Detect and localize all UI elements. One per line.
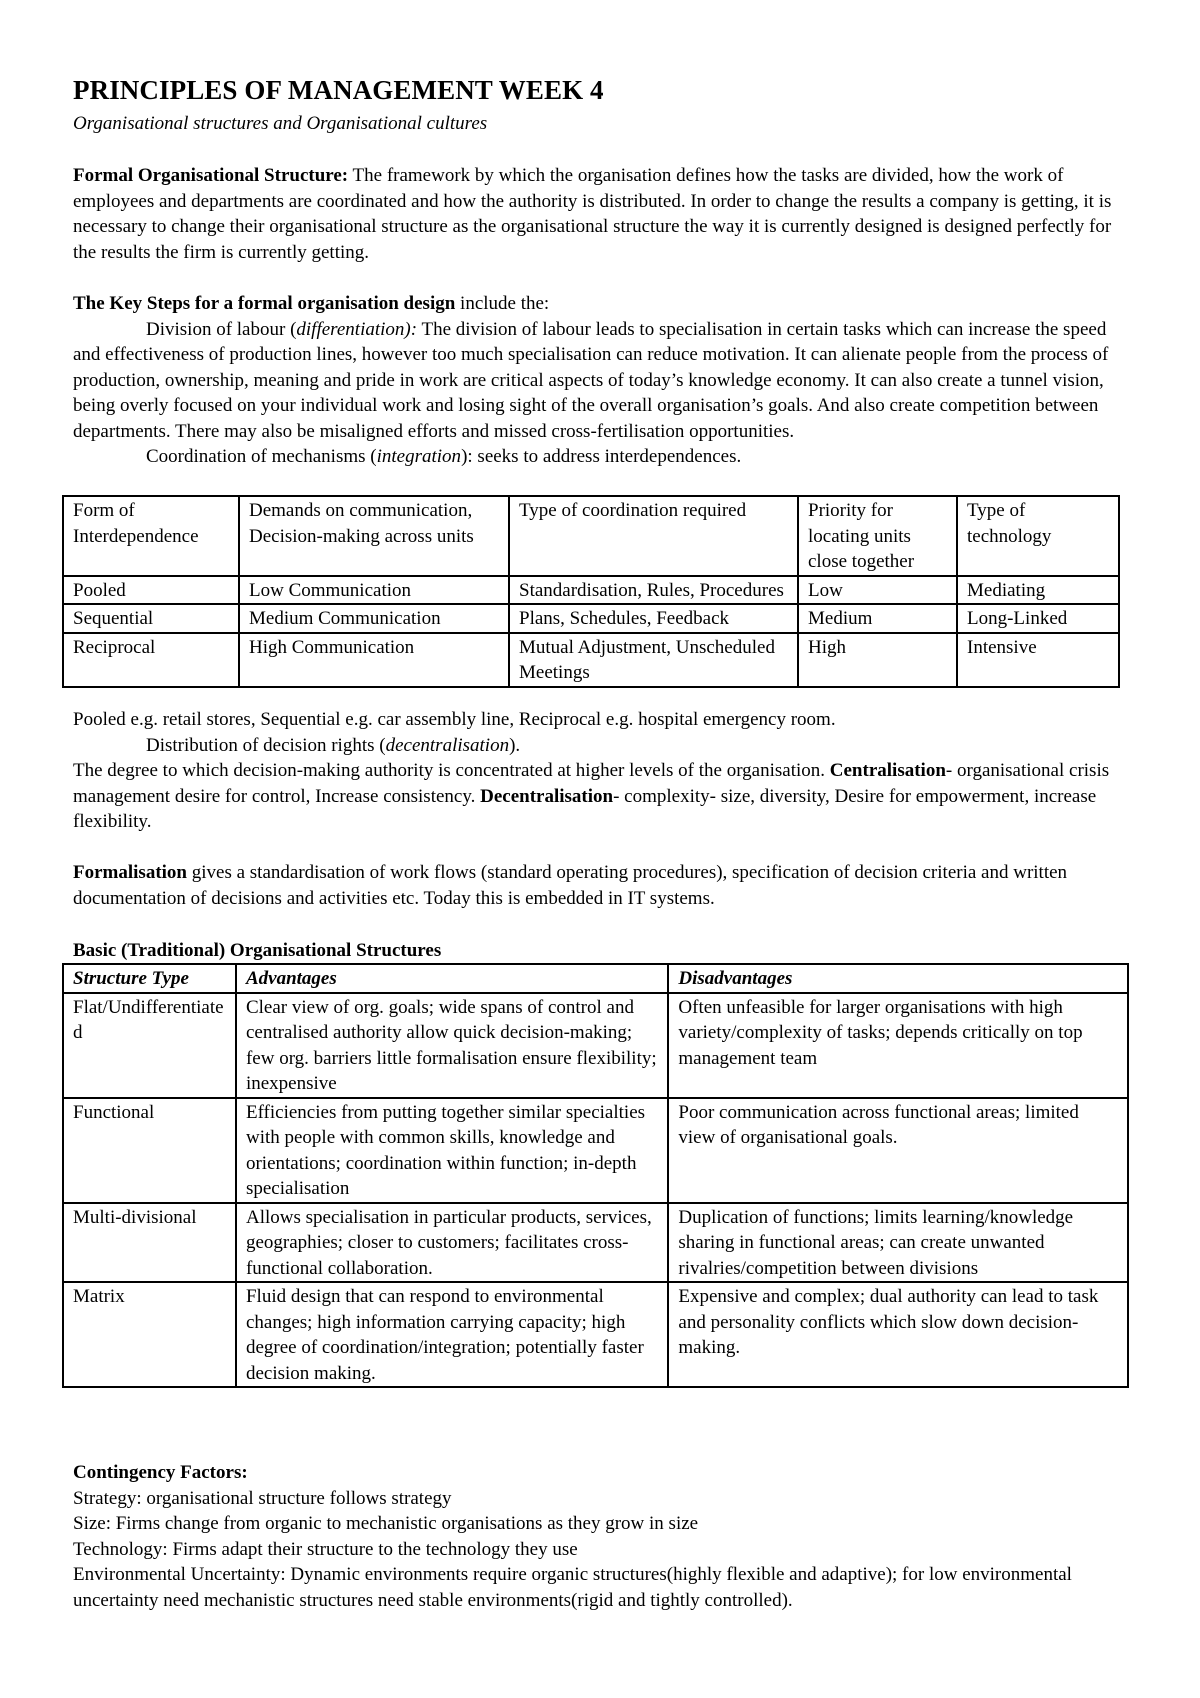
table-cell: Long-Linked xyxy=(957,604,1119,633)
centralisation-text: - organisational crisis management desire for control, Increase consistency. xyxy=(73,760,1110,807)
table-cell: Duplication of functions; limits learning/knowledge sharing in functional areas; can create unwanted rivalries/competition between divisions xyxy=(668,1203,1128,1283)
coord-text: ): seeks to address interdependences. xyxy=(461,446,742,467)
basic-structures-heading-wrap xyxy=(73,938,1138,964)
table-cell: Functional xyxy=(63,1098,236,1203)
basic-structures-heading: Basic (Traditional) Organisational Structures xyxy=(73,940,442,961)
coord-term: integration xyxy=(376,446,462,467)
table-cell: Fluid design that can respond to environmental changes; high information carrying capacity; high degree of coordination/integration; potentially faster decision making. xyxy=(236,1282,668,1387)
table-cell: High Communication xyxy=(239,633,509,687)
formal-structure-label: Formal Organisational Structure: xyxy=(73,165,349,186)
key-steps-suffix: include the: xyxy=(455,293,550,314)
table-row xyxy=(63,1098,1128,1203)
table-cell: Matrix xyxy=(63,1282,236,1387)
header-cell: Priority for locating units close together xyxy=(798,496,957,576)
contingency-line: Size: Firms change from organic to mechanistic organisations as they grow in size xyxy=(73,1513,699,1534)
table-cell: Multi-divisional xyxy=(63,1203,236,1283)
division-term: differentiation): xyxy=(296,318,418,340)
table-cell: Low Communication xyxy=(239,576,509,605)
contingency-line: Strategy: organisational structure follows strategy xyxy=(73,1487,452,1509)
header-cell: Type of coordination required xyxy=(509,496,798,576)
table-cell: Medium xyxy=(798,604,957,633)
table-cell: Intensive xyxy=(957,633,1119,687)
header-cell: Structure Type xyxy=(63,964,236,993)
centralisation-label: Centralisation xyxy=(829,760,946,781)
table-row xyxy=(63,993,1128,1098)
formalisation-text: gives a standardisation of work flows (standard operating procedures), specification of decision criteria and written documentation of decisions and activities etc. Today this is embedded in IT systems. xyxy=(73,862,1068,909)
formal-structure-section xyxy=(73,163,1138,265)
table-cell: Expensive and complex; dual authority can lead to task and personality conflicts which slow down decision-making. xyxy=(668,1282,1128,1387)
interdependence-table xyxy=(62,495,1120,688)
formalisation-label: Formalisation xyxy=(73,862,187,883)
table-row xyxy=(63,633,1119,687)
table-cell: Medium Communication xyxy=(239,604,509,633)
division-text: The division of labour leads to specialisation in certain tasks which can increase the speed and effectiveness of production lines, however too much specialisation can reduce motivation. It can alienate people from the process of production, ownership, meaning and pride in work are critical aspects of today’s knowledge economy. It can also create a tunnel vision, being overly focused on your individual work and losing sight of the overall organisation’s goals. And also create competition between departments. There may also be misaligned efforts and missed cross-fertilisation opportunities. xyxy=(73,318,1109,442)
table-cell: Plans, Schedules, Feedback xyxy=(509,604,798,633)
page-subtitle: Organisational structures and Organisational cultures xyxy=(73,113,488,134)
page-title: PRINCIPLES OF MANAGEMENT WEEK 4 xyxy=(73,75,604,105)
header-cell: Disadvantages xyxy=(668,964,1128,993)
key-steps-label: The Key Steps for a formal organisation design xyxy=(73,293,456,314)
table-cell: Poor communication across functional areas; limited view of organisational goals. xyxy=(668,1098,1128,1203)
table-cell: Allows specialisation in particular products, services, geographies; closer to customers; facilitates cross-functional collaboration. xyxy=(236,1203,668,1283)
decision-text: The degree to which decision-making authority is concentrated at higher levels of the organisation. xyxy=(73,760,830,781)
basic-structures-table xyxy=(62,963,1129,1388)
contingency-line: Environmental Uncertainty: Dynamic environments require organic structures(highly flexible and adaptive); for low environmental uncertainty need mechanistic structures need stable environments(rigid and tightly controlled). xyxy=(73,1564,1072,1611)
table-cell: Standardisation, Rules, Procedures xyxy=(509,576,798,605)
decentralisation-label: Decentralisation xyxy=(480,785,614,807)
table-cell: Sequential xyxy=(63,604,239,633)
table-header-row xyxy=(63,496,1119,576)
header-cell: Form of Interdependence xyxy=(63,496,239,576)
key-steps-section xyxy=(73,291,1138,470)
decision-suffix: ). xyxy=(509,734,521,756)
decision-rights-paragraph xyxy=(73,758,1138,835)
table-cell: Efficiencies from putting together similar specialties with people with common skills, knowledge and orientations; coordination within function; in-depth specialisation xyxy=(236,1098,668,1203)
contingency-section xyxy=(73,1460,1138,1613)
decision-prefix: Distribution of decision rights ( xyxy=(146,734,386,756)
coord-prefix: Coordination of mechanisms ( xyxy=(146,446,377,467)
header-cell: Type of technology xyxy=(957,496,1119,576)
table-cell: Often unfeasible for larger organisations with high variety/complexity of tasks; depends critically on top management team xyxy=(668,993,1128,1098)
table-row xyxy=(63,604,1119,633)
division-of-labour-paragraph xyxy=(73,317,1138,445)
table-cell: Pooled xyxy=(63,576,239,605)
table-cell: Flat/Undifferentiated xyxy=(63,993,236,1098)
decision-rights-heading xyxy=(73,733,1138,759)
formalisation-section xyxy=(73,860,1138,911)
decentralisation-text: - complexity- size, diversity, Desire for empowerment, increase flexibility. xyxy=(73,785,1097,832)
examples-line: Pooled e.g. retail stores, Sequential e.g. car assembly line, Reciprocal e.g. hospital emergency room. xyxy=(73,709,836,730)
table-row xyxy=(63,1282,1128,1387)
division-prefix: Division of labour ( xyxy=(146,318,297,340)
table-cell: High xyxy=(798,633,957,687)
coordination-paragraph xyxy=(73,444,1138,470)
header-cell: Advantages xyxy=(236,964,668,993)
table-row xyxy=(63,576,1119,605)
table-cell: Mediating xyxy=(957,576,1119,605)
table-cell: Clear view of org. goals; wide spans of control and centralised authority allow quick decision-making; few org. barriers little formalisation ensure flexibility; inexpensive xyxy=(236,993,668,1098)
contingency-line: Technology: Firms adapt their structure to the technology they use xyxy=(73,1538,578,1560)
table-cell: Low xyxy=(798,576,957,605)
formal-structure-text: The framework by which the organisation defines how the tasks are divided, how the work of employees and departments are coordinated and how the authority is distributed. In order to change the results a company is getting, it is necessary to change their organisational structure as the organisational structure the way it is currently designed is designed perfectly for the results the firm is currently getting. xyxy=(73,165,1112,263)
contingency-heading: Contingency Factors: xyxy=(73,1462,248,1483)
table-row xyxy=(63,1203,1128,1283)
decision-term: decentralisation xyxy=(385,734,510,756)
table-cell: Reciprocal xyxy=(63,633,239,687)
header-cell: Demands on communication, Decision-making across units xyxy=(239,496,509,576)
decision-rights-section xyxy=(73,707,1138,835)
table-cell: Mutual Adjustment, Unscheduled Meetings xyxy=(509,633,798,687)
table-header-row xyxy=(63,964,1128,993)
